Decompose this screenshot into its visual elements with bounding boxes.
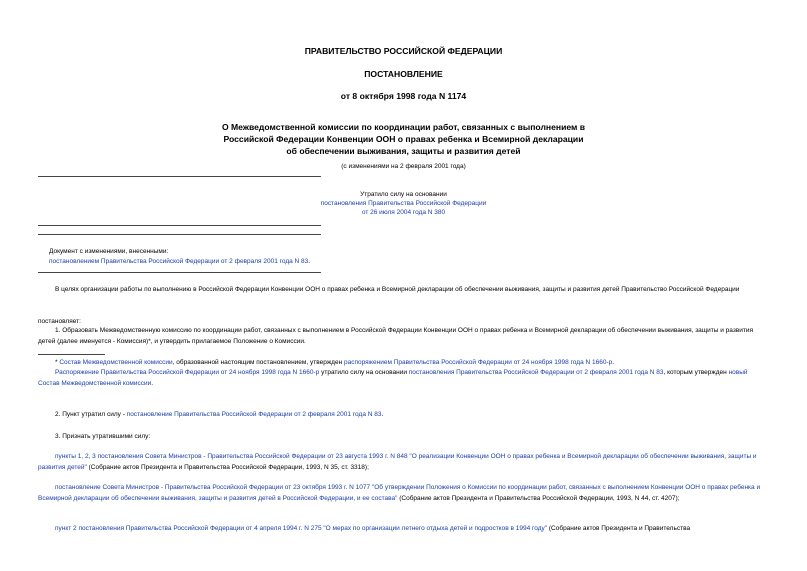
footnote-text: . — [151, 379, 154, 387]
repeal-link-line-1[interactable]: постановления Правительства Российской Федерации — [320, 200, 487, 207]
repeal-link-line-2[interactable]: от 26 июля 2004 года N 380 — [361, 209, 446, 216]
intro-paragraph: В целях организации работы по выполнению в Российской Федерации Конвенции ООН о правах ребенка и Всемирной декларации об обеспечении выживания, защиты и развития детей Правительство Российской Федерации — [55, 286, 740, 293]
repealed-source: (Собрание актов Президента и Правительства — [547, 525, 691, 532]
divider — [38, 176, 321, 177]
footnote-star: * — [55, 359, 60, 366]
repealed-source: (Собрание актов Президента и Правительства Российской Федерации, 1993, N 44, ст. 4207); — [397, 494, 680, 502]
repealed-link-848[interactable]: пункты 1, 2, 3 постановления Совета Министров - Правительства Российской Федерации от 23 августа 1993 г. N 848 "О реализации Конвенции ООН о правах ребенка и Всемирной декларации об обеспечении выживания, защиты и развития детей" — [38, 453, 757, 471]
footnote-link-new-composition[interactable]: новый Состав Межведомственной комиссии — [38, 369, 748, 387]
repealed-item-3 — [38, 524, 770, 535]
changes-document-label: Документ с изменениями, внесенными: — [49, 248, 169, 255]
document-title — [0, 121, 807, 157]
divider — [38, 272, 321, 273]
divider — [38, 234, 321, 235]
period: . — [308, 258, 311, 265]
repealed-item-2 — [38, 483, 770, 504]
title-line-1: О Межведомственной комиссии по координации работ, связанных с выполнением в — [221, 122, 586, 132]
footnote — [38, 358, 770, 369]
footnote-divider — [38, 354, 105, 355]
document-type: ПОСТАНОВЛЕНИЕ — [364, 69, 443, 79]
item-3-paragraph: 3. Признать утратившими силу: — [55, 433, 151, 440]
changes-document-ref — [49, 257, 310, 266]
footnote-text: . — [612, 359, 615, 366]
divider — [38, 225, 321, 226]
title-line-2: Российской Федерации Конвенции ООН о правах ребенка и Всемирной декларации — [223, 134, 584, 144]
footnote-link-order-1660-repealed[interactable]: Распоряжение Правительства Российской Федерации от 24 ноября 1998 года N 1660-р — [55, 369, 320, 376]
item-2-paragraph — [38, 410, 770, 421]
footnote-text: , образованной настоящим постановлением, утвержден — [172, 359, 344, 366]
footnote-link-composition[interactable]: Состав Межведомственной комиссии — [59, 359, 173, 366]
item-2-link[interactable]: постановление Правительства Российской Федерации от 2 февраля 2001 года N 83 — [126, 411, 382, 418]
footnote-link-order-1660[interactable]: распоряжением Правительства Российской Федерации от 24 ноября 1998 года N 1660-р — [343, 359, 613, 366]
footnote-text: , которым утвержден — [663, 369, 729, 376]
item-1-paragraph: 1. Образовать Межведомственную комиссию по координации работ, связанных с выполнением в Российской Федерации Конвенции ООН о правах ребенка и Всемирной декларации об обеспечении выживания, защиты и развития детей (далее именуется - Комиссия)*, и утвердить прилагаемое Положение о Комиссии. — [38, 327, 754, 345]
repeal-notice — [0, 190, 807, 217]
date-number: от 8 октября 1998 года N 1174 — [340, 91, 467, 101]
decrees-label: постановляет: — [38, 318, 81, 325]
item-2-text: 2. Пункт утратил силу - — [55, 411, 127, 418]
footnote-link-decree-83[interactable]: постановления Правительства Российской Федерации от 2 февраля 2001 года N 83 — [408, 369, 664, 376]
amendments-note: (с изменениями на 2 февраля 2001 года) — [341, 163, 466, 170]
footnote-continued — [38, 368, 770, 389]
repealed-link-275[interactable]: пункт 2 постановления Правительства Российской Федерации от 4 апреля 1994 г. N 275 "О мерах по организации летнего отдыха детей и подростков в 1994 году" — [55, 525, 548, 532]
repeal-text: Утратило силу на основании — [360, 191, 447, 198]
repealed-source: (Собрание актов Президента и Правительства Российской Федерации, 1993, N 35, ст. 3318); — [86, 463, 369, 471]
footnote-text: утратило силу на основании — [319, 369, 409, 376]
title-line-3: об обеспечении выживания, защиты и развития детей — [286, 146, 521, 156]
repealed-link-1077[interactable]: постановление Совета Министров - Правительства Российской Федерации от 23 октября 1993 г. N 1077 "Об утверждении Положения о Комиссии по координации работ, связанных с выполнением Конвенции ООН о правах ребенка и Всемирной декларации об обеспечении выживания, защиты и развития детей в Российской Федерации, и ее состава" — [38, 484, 761, 502]
repealed-item-1 — [38, 452, 770, 473]
period: . — [381, 411, 384, 418]
changes-document-link[interactable]: постановлением Правительства Российской Федерации от 2 февраля 2001 года N 83 — [49, 258, 309, 265]
government-heading: ПРАВИТЕЛЬСТВО РОССИЙСКОЙ ФЕДЕРАЦИИ — [304, 46, 503, 56]
